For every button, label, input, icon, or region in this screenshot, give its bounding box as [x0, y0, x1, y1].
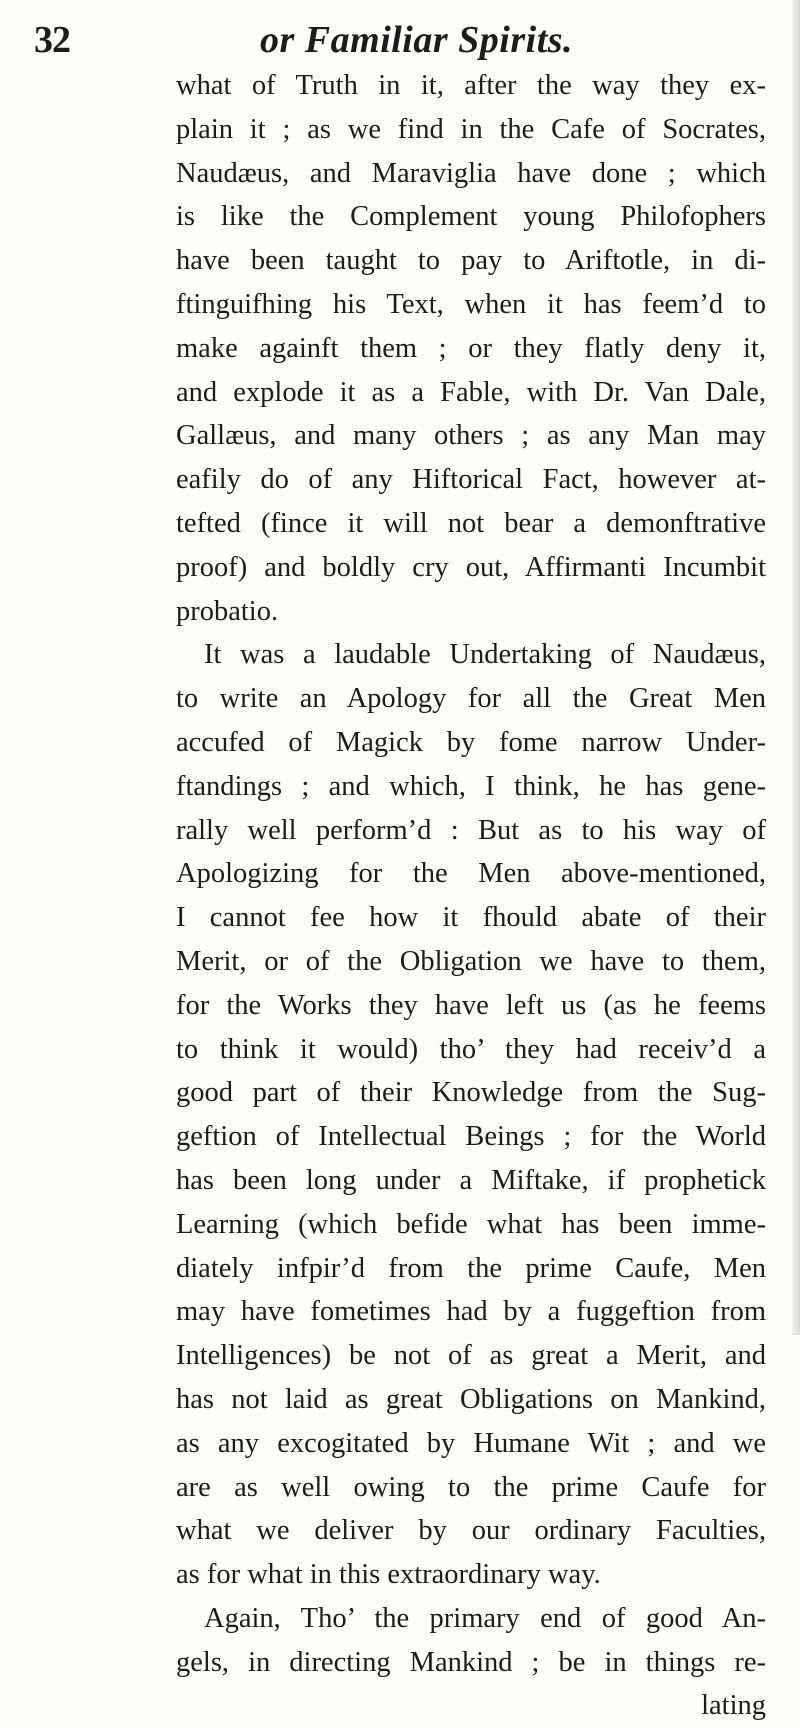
text-line: to think it would) tho’ they had receiv’d a: [176, 1033, 766, 1065]
text-line: has not laid as great Obligations on Mankind,: [176, 1383, 766, 1415]
text-line: make againft them ; or they flatly deny it,: [176, 332, 766, 364]
text-line: proof) and boldly cry out, Affirmanti Incumbit: [176, 551, 766, 583]
text-line: Merit, or of the Obligation we have to them,: [176, 945, 766, 977]
text-line: good part of their Knowledge from the Sug-: [176, 1077, 766, 1109]
text-line: Again, Tho’ the primary end of good An-: [204, 1602, 766, 1634]
text-line: accufed of Magick by fome narrow Under-: [176, 726, 766, 758]
text-line: ftinguifhing his Text, when it has feem’d to: [176, 288, 766, 320]
text-line: is like the Complement young Philofophers: [176, 201, 766, 233]
text-line: It was a laudable Undertaking of Naudæus,: [204, 639, 766, 671]
page-number: 32: [34, 19, 70, 61]
text-line: plain it ; as we find in the Cafe of Socrates,: [176, 113, 766, 145]
text-line: I cannot fee how it fhould abate of their: [176, 902, 766, 934]
text-line: geftion of Intellectual Beings ; for the World: [176, 1121, 766, 1153]
text-line: Naudæus, and Maraviglia have done ; which: [176, 157, 766, 189]
text-line: as for what in this extraordinary way.: [176, 1559, 601, 1591]
text-line: Apologizing for the Men above-mentioned,: [176, 858, 766, 890]
text-line: tefted (fince it will not bear a demonftrative: [176, 507, 766, 539]
text-line: and explode it as a Fable, with Dr. Van Dale,: [176, 376, 766, 408]
text-line: Intelligences) be not of as great a Merit, and: [176, 1340, 766, 1372]
text-line: to write an Apology for all the Great Men: [176, 683, 766, 715]
text-line: rally well perform’d : But as to his way of: [176, 814, 766, 846]
text-line: ftandings ; and which, I think, he has gene-: [176, 770, 766, 802]
text-line: for the Works they have left us (as he feems: [176, 989, 766, 1021]
text-line: what of Truth in it, after the way they ex-: [176, 70, 766, 101]
text-line: eafily do of any Hiftorical Fact, however at-: [176, 464, 766, 496]
text-line: diately infpir’d from the prime Caufe, Men: [176, 1252, 766, 1284]
text-line: may have fometimes had by a fuggeftion from: [176, 1296, 766, 1328]
text-line: Gallæus, and many others ; as any Man may: [176, 420, 766, 452]
page-header: [0, 14, 800, 64]
text-line: as any excogitated by Humane Wit ; and we: [176, 1427, 766, 1459]
body-text: [176, 64, 766, 1728]
text-line: Learning (which befide what has been imme-: [176, 1208, 766, 1240]
text-line: are as well owing to the prime Caufe for: [176, 1471, 766, 1503]
text-line: have been taught to pay to Ariftotle, in di-: [176, 245, 766, 277]
text-line: what we deliver by our ordinary Faculties,: [176, 1515, 766, 1547]
text-line: has been long under a Miftake, if prophetick: [176, 1164, 766, 1196]
text-line: gels, in directing Mankind ; be in things re-: [176, 1646, 766, 1678]
page-edge-shadow: [792, 0, 800, 1335]
catchword: lating: [701, 1690, 766, 1722]
text-line: probatio.: [176, 595, 279, 627]
running-title: or Familiar Spirits.: [260, 19, 574, 61]
